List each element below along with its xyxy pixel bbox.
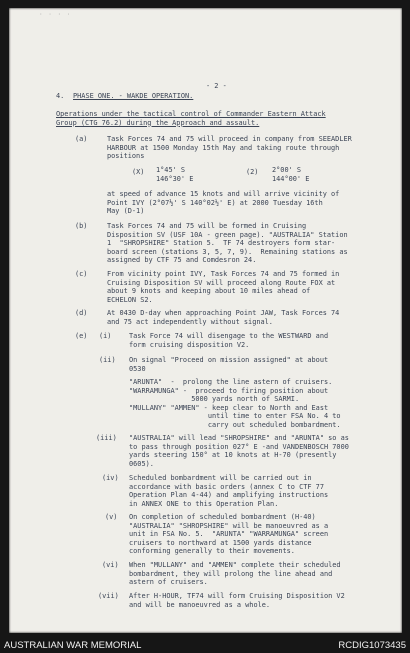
para-d-line: and 75 act independently without signal. bbox=[107, 317, 273, 326]
para-d-line: At 0430 D-day when approaching Point JAW, Task Forces 74 bbox=[107, 309, 340, 317]
para-e-vi-line: astern of cruisers. bbox=[129, 578, 208, 587]
intro-line-2: Group (CTG 76.2) during the Approach and assault. bbox=[56, 118, 260, 127]
para-e-iv-line: in ANNEX ONE to this Operation Plan. bbox=[129, 499, 279, 508]
position-x-label: (X) bbox=[132, 168, 145, 176]
para-e-vi-line: bombardment, they will prolong the line ahead and bbox=[129, 569, 333, 578]
para-e-i-label: (i) bbox=[99, 332, 112, 340]
para-c-label: (c) bbox=[75, 270, 88, 278]
para-e-ii-line: 0530 bbox=[129, 364, 146, 373]
para-e-iv-line: accordance with basic orders (annex C to CTF 77 bbox=[129, 482, 324, 491]
para-b-line: Task Forces 74 and 75 will be formed in Cruising bbox=[107, 222, 307, 230]
para-a-line: positions bbox=[107, 152, 145, 161]
para-e-vii-label: (vii) bbox=[98, 592, 119, 600]
para-a-after: Point IVY (2°07½' S 140°02½' E) at 2000 Tuesday 16th bbox=[107, 198, 323, 207]
para-e-iii-line: yards steering 150° at 10 knots at H-70 (presently bbox=[129, 451, 337, 460]
para-e-v-line: cruisers to northward at 1500 yards distance bbox=[129, 538, 312, 547]
para-b-line: assigned by CTF 75 and Comdesron 24. bbox=[107, 256, 257, 265]
section-heading: PHASE ONE. - WAKDE OPERATION. bbox=[73, 92, 194, 100]
position-2-lat: 2°00' S bbox=[272, 166, 302, 174]
para-e-iii-label: (iii) bbox=[96, 434, 117, 442]
para-a-after: May (D-1) bbox=[107, 207, 145, 216]
para-b-line: 1 "SHROPSHIRE" Station 5. TF 74 destroyers form star- bbox=[107, 239, 336, 248]
para-e-ii-line: On signal "Proceed on mission assigned" at about bbox=[129, 356, 329, 364]
archive-footer bbox=[0, 637, 410, 653]
para-b-line: Disposition SV (USF 10A - green page). "AUSTRALIA" Station bbox=[107, 230, 348, 239]
position-x-lon: 146°30' E bbox=[156, 174, 194, 183]
para-e-v-line: On completion of scheduled bombardment (H-40) bbox=[129, 513, 316, 521]
arunta-order: "ARUNTA" - prolong the line astern of cruisers. bbox=[129, 378, 333, 386]
warramunga-order: "WARRAMUNGA" - proceed to firing position about bbox=[129, 386, 329, 395]
para-e-v-label: (v) bbox=[105, 513, 118, 521]
para-c-line: From vicinity point IVY, Task Forces 74 and 75 formed in bbox=[107, 270, 340, 278]
para-a-label: (a) bbox=[75, 135, 88, 143]
para-c-line: about 9 knots and keeping about 10 miles ahead of bbox=[107, 287, 311, 296]
position-2-lon: 144°00' E bbox=[272, 174, 310, 183]
mullany-order: carry out scheduled bombardment. bbox=[129, 421, 341, 429]
section-number: 4. bbox=[56, 92, 65, 100]
para-e-v-line: "AUSTRALIA" "SHROPSHIRE" will be manoeuvred as a bbox=[129, 521, 329, 530]
para-e-iii-line: "AUSTRALIA" will lead "SHROPSHIRE" and "ARUNTA" so as bbox=[129, 434, 349, 442]
footer-source: AUSTRALIAN WAR MEMORIAL bbox=[4, 640, 142, 651]
mullany-order: until time to enter FSA No. 4 to bbox=[129, 412, 341, 421]
para-c-line: ECHELON S2. bbox=[107, 295, 153, 304]
warramunga-order: 5000 yards north of SARMI. bbox=[129, 395, 300, 404]
para-e-vi-label: (vi) bbox=[102, 561, 119, 569]
footer-id: RCDIG1073435 bbox=[338, 640, 406, 651]
para-e-i-line: form cruising disposition V2. bbox=[129, 340, 250, 349]
intro-line-1: Operations under the tactical control of Commander Eastern Attack bbox=[56, 110, 326, 118]
para-a-after: at speed of advance 15 knots and will arrive vicinity of bbox=[107, 190, 340, 198]
para-d-label: (d) bbox=[75, 309, 88, 317]
para-e-iv-line: Operation Plan 4-44) and amplifying instructions bbox=[129, 491, 329, 500]
document-page bbox=[9, 8, 402, 633]
para-e-vi-line: When "MULLANY" and "AMMEN" complete their scheduled bbox=[129, 561, 341, 569]
para-e-i-line: Task Force 74 will disengage to the WESTWARD and bbox=[129, 332, 329, 340]
para-e-iii-line: to pass through position 027° E -and VANDENBOSCH 7000 bbox=[129, 442, 349, 451]
para-c-line: Cruising Disposition SV will proceed along Route FOX at bbox=[107, 278, 336, 287]
page-punch-marks: · · · · bbox=[39, 11, 72, 18]
para-e-v-line: unit in FSA No. 5. "ARUNTA" "WARRAMUNGA" screen bbox=[129, 530, 329, 539]
para-e-label: (e) bbox=[75, 332, 88, 340]
mullany-order: "MULLANY" "AMMEN" - keep clear to North and East bbox=[129, 403, 329, 412]
para-a-line: Task Forces 74 and 75 will proceed in company from SEEADLER bbox=[107, 135, 352, 143]
para-a-line: HARBOUR at 1500 Monday 15th May and taking route through bbox=[107, 143, 340, 152]
para-e-ii-label: (ii) bbox=[99, 356, 116, 364]
para-b-line: board screen (stations 3, 5, 7, 9). Remaining stations as bbox=[107, 247, 348, 256]
para-e-v-line: conforming generally to their movements. bbox=[129, 547, 295, 556]
para-e-iv-label: (iv) bbox=[102, 474, 119, 482]
para-b-label: (b) bbox=[75, 222, 88, 230]
position-x-lat: 1°45' S bbox=[156, 166, 186, 174]
para-e-vii-line: and will be manoeuvred as a whole. bbox=[129, 600, 271, 609]
para-e-vii-line: After H-HOUR, TF74 will form Cruising Disposition V2 bbox=[129, 592, 345, 600]
position-2-label: (2) bbox=[246, 168, 259, 176]
para-e-iii-line: 0605). bbox=[129, 459, 154, 468]
page-number: - 2 - bbox=[206, 82, 227, 90]
para-e-iv-line: Scheduled bombardment will be carried out in bbox=[129, 474, 312, 482]
